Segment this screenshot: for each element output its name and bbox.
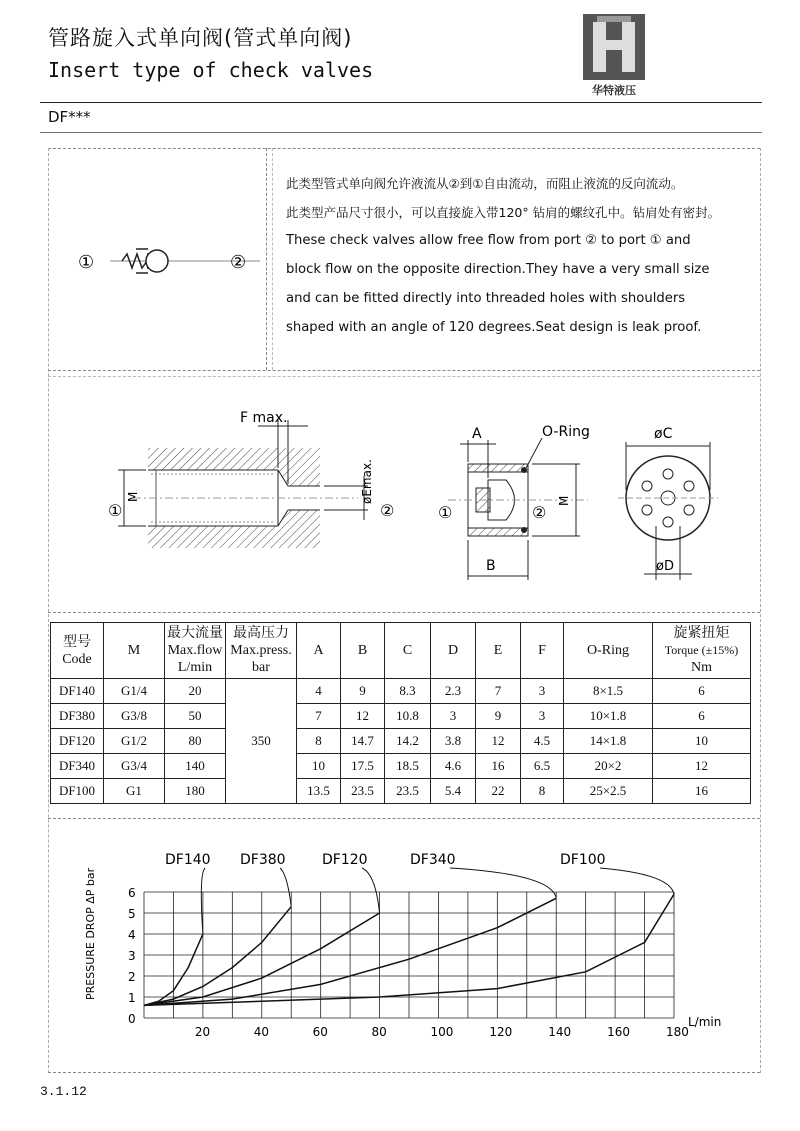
th-b: B	[341, 623, 385, 679]
cavity-drawing	[108, 410, 394, 548]
symbol-divider-2	[272, 148, 273, 370]
table-row: DF340 G3/4 140 10 17.5 18.5 4.6 16 6.5 20×2 12	[51, 754, 751, 779]
table-row: DF120 G1/2 80 8 14.7 14.2 3.8 12 4.5 14×1.8 10	[51, 729, 751, 754]
section-rule-3	[48, 612, 760, 613]
header-rule	[40, 102, 762, 103]
th-m: M	[104, 623, 165, 679]
series-leader-df380	[280, 868, 291, 907]
y-tick-label: 4	[128, 928, 136, 942]
description-en-3: and can be fitted directly into threaded holes with shoulders	[286, 290, 686, 306]
pressure-cell: 350	[226, 679, 297, 804]
series-label-df140: DF140	[165, 852, 211, 868]
title-english: Insert type of check valves	[48, 58, 374, 82]
x-tick-label: 40	[253, 1025, 270, 1039]
x-tick-label: 120	[489, 1025, 513, 1039]
x-tick-label: 60	[312, 1025, 328, 1039]
series-leader-df100	[600, 868, 674, 894]
valve-port-1: ①	[438, 503, 453, 522]
description-block	[286, 170, 756, 342]
section-rule-4	[48, 818, 760, 819]
o-ring-label: O-Ring	[542, 424, 590, 440]
series-line-df380	[144, 907, 291, 1006]
series-leader-df120	[362, 868, 380, 913]
a-label: A	[472, 426, 482, 442]
frame-top	[48, 148, 760, 149]
model-rule	[40, 132, 762, 133]
description-en-2: block flow on the opposite direction.They have a very small size	[286, 262, 710, 278]
series-label-df340: DF340	[410, 852, 456, 868]
th-a: A	[297, 623, 341, 679]
table-row: DF100 G1 180 13.5 23.5 23.5 5.4 22 8 25×2.5 16	[51, 779, 751, 804]
valve-m-label: M	[557, 495, 571, 506]
f-max-label: F max.	[240, 410, 288, 426]
x-tick-label: 100	[430, 1025, 454, 1039]
th-max-press: 最高压力 Max.press. bar	[226, 623, 297, 679]
e-max-label: øEmax.	[360, 459, 374, 504]
x-tick-label: 80	[371, 1025, 387, 1039]
series-label-df100: DF100	[560, 852, 606, 868]
x-tick-label: 160	[607, 1025, 631, 1039]
section-rule-2	[48, 376, 760, 377]
pressure-drop-chart	[60, 840, 750, 1040]
chart-series-labels	[165, 852, 674, 934]
y-tick-label: 5	[128, 907, 136, 921]
y-tick-label: 0	[128, 1012, 136, 1026]
y-tick-label: 2	[128, 970, 136, 984]
th-f: F	[521, 623, 564, 679]
valve-port-2: ②	[532, 503, 547, 522]
check-valve-symbol	[50, 150, 280, 370]
cavity-port-1: ①	[108, 501, 123, 520]
th-d: D	[431, 623, 476, 679]
chart-ylabel: PRESSURE DROP ΔP bar	[84, 867, 97, 1000]
description-en-4: shaped with an angle of 120 degrees.Seat design is leak proof.	[286, 319, 702, 335]
x-tick-label: 180	[666, 1025, 689, 1039]
b-label: B	[486, 558, 496, 574]
symbol-port-1: ①	[78, 252, 95, 273]
logo-text: 华特液压	[592, 84, 636, 97]
chart-xlabel: L/min	[688, 1015, 722, 1029]
symbol-port-2: ②	[230, 252, 247, 273]
c-label: øC	[654, 426, 673, 442]
frame-bottom	[48, 1072, 760, 1073]
th-max-flow: 最大流量 Max.flow L/min	[165, 623, 226, 679]
company-logo	[577, 14, 652, 98]
title-chinese: 管路旋入式单向阀(管式单向阀)	[48, 26, 353, 50]
th-c: C	[385, 623, 431, 679]
y-tick-label: 6	[128, 886, 136, 900]
series-label-df380: DF380	[240, 852, 286, 868]
valve-end-view	[618, 426, 718, 580]
section-rule-1	[48, 370, 760, 371]
cavity-port-2: ②	[380, 501, 395, 520]
page-number: 3.1.12	[40, 1084, 87, 1099]
th-e: E	[476, 623, 521, 679]
th-torque: 旋紧扭矩 Torque (±15%) Nm	[653, 623, 751, 679]
y-tick-label: 1	[128, 991, 136, 1005]
dimension-drawings	[48, 380, 760, 610]
x-tick-label: 140	[548, 1025, 572, 1039]
y-tick-label: 3	[128, 949, 136, 963]
description-en-1: These check valves allow free flow from port ② to port ① and	[286, 233, 691, 249]
description-cn-1: 此类型管式单向阀允许液流从②到①自由流动，而阻止液流的反向流动。	[286, 176, 684, 191]
valve-side-view	[438, 424, 590, 580]
description-cn-2: 此类型产品尺寸很小，可以直接旋入带120° 钻肩的螺纹孔中。钻肩处有密封。	[286, 204, 721, 220]
th-code: 型号 Code	[51, 623, 104, 679]
table-row: DF140 G1/4 20 350 4 9 8.3 2.3 7 3 8×1.5 6	[51, 679, 751, 704]
series-label-df120: DF120	[322, 852, 368, 868]
spec-table	[50, 622, 751, 804]
d-label: øD	[656, 559, 674, 574]
table-row: DF380 G3/8 50 7 12 10.8 3 9 3 10×1.8 6	[51, 704, 751, 729]
series-leader-df340	[450, 868, 556, 898]
frame-left	[48, 148, 49, 1073]
th-o-ring: O-Ring	[564, 623, 653, 679]
symbol-divider	[266, 148, 267, 370]
model-code: DF***	[48, 108, 91, 126]
cavity-m-label: M	[126, 491, 140, 502]
x-tick-label: 20	[194, 1025, 211, 1039]
frame-right	[760, 148, 761, 1073]
